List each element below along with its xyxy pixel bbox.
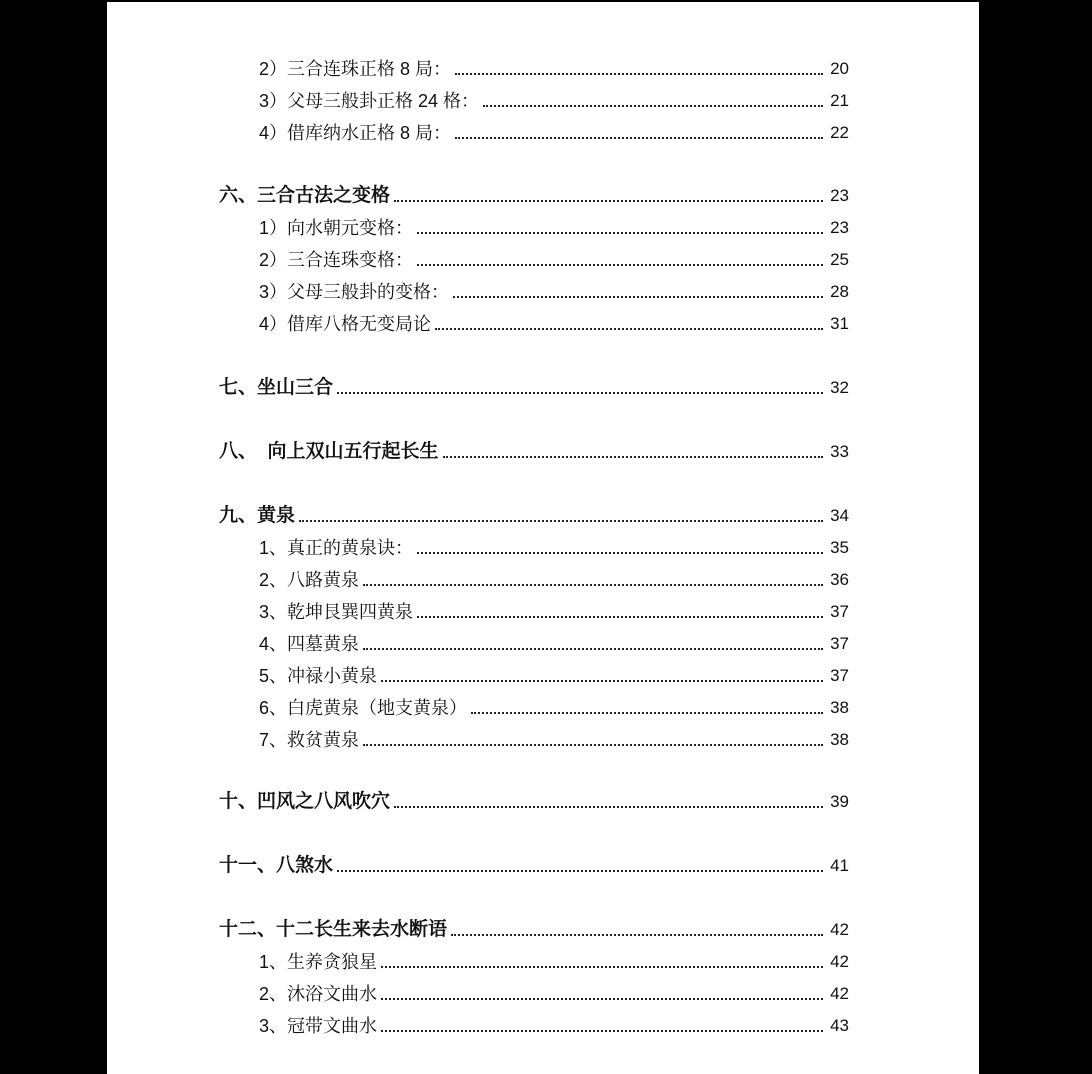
toc-page-number: 42 xyxy=(830,984,849,1003)
toc-page-number: 34 xyxy=(830,506,849,525)
toc-entry-title: 4）借库纳水正格 8 局： xyxy=(259,123,452,143)
dot-leader xyxy=(394,200,823,202)
toc-section-entry[interactable] xyxy=(107,84,979,112)
dot-leader xyxy=(451,934,823,936)
toc-section-entry[interactable] xyxy=(107,977,979,1005)
toc-chapter-entry[interactable] xyxy=(107,435,979,463)
toc-entry-title: 十二、十二长生来去水断语 xyxy=(219,919,448,940)
toc-page-number: 33 xyxy=(830,442,849,461)
toc-page-number: 41 xyxy=(830,856,849,875)
toc-page-number: 36 xyxy=(830,570,849,589)
toc-entry-title: 6、白虎黄泉（地支黄泉） xyxy=(259,698,468,718)
dot-leader xyxy=(363,744,823,746)
toc-section-entry[interactable] xyxy=(107,1009,979,1037)
toc-entry-title: 5、冲禄小黄泉 xyxy=(259,666,378,686)
toc-section-entry[interactable] xyxy=(107,243,979,271)
dot-leader xyxy=(443,456,823,458)
toc-entry-title: 3、乾坤艮巽四黄泉 xyxy=(259,602,414,622)
toc-chapter-entry[interactable] xyxy=(107,179,979,207)
dot-leader xyxy=(417,616,823,618)
toc-chapter-entry[interactable] xyxy=(107,499,979,527)
toc-entry-title: 八、 向上双山五行起长生 xyxy=(219,441,439,462)
dot-leader xyxy=(483,105,823,107)
toc-section-entry[interactable] xyxy=(107,723,979,751)
toc-page-number: 35 xyxy=(830,538,849,557)
toc-entry-title: 1、生养贪狼星 xyxy=(259,952,378,972)
toc-entry-title: 4、四墓黄泉 xyxy=(259,634,360,654)
dot-leader xyxy=(337,392,823,394)
dot-leader xyxy=(471,712,823,714)
toc-entry-title: 3）父母三般卦的变格： xyxy=(259,282,450,302)
toc-entry-title: 六、三合古法之变格 xyxy=(219,185,391,206)
toc-page-number: 31 xyxy=(830,314,849,333)
toc-section-entry[interactable] xyxy=(107,563,979,591)
dot-leader xyxy=(453,296,823,298)
toc-page-number: 37 xyxy=(830,634,849,653)
dot-leader xyxy=(381,998,823,1000)
toc-page-number: 42 xyxy=(830,920,849,939)
toc-section-entry[interactable] xyxy=(107,116,979,144)
toc-section-entry[interactable] xyxy=(107,52,979,80)
toc-page-number: 20 xyxy=(830,59,849,78)
toc-page-number: 23 xyxy=(830,186,849,205)
toc-entry-title: 3、冠带文曲水 xyxy=(259,1016,378,1036)
toc-entry-title: 2、沐浴文曲水 xyxy=(259,984,378,1004)
toc-page-number: 21 xyxy=(830,91,849,110)
toc-entry-title: 1）向水朝元变格： xyxy=(259,218,414,238)
toc-entry-title: 3）父母三般卦正格 24 格： xyxy=(259,91,480,111)
toc-entry-title: 2、八路黄泉 xyxy=(259,570,360,590)
toc-page-number: 28 xyxy=(830,282,849,301)
toc-page-number: 23 xyxy=(830,218,849,237)
toc-section-entry[interactable] xyxy=(107,627,979,655)
dot-leader xyxy=(381,680,823,682)
toc-entry-title: 2）三合连珠正格 8 局： xyxy=(259,59,452,79)
toc-chapter-entry[interactable] xyxy=(107,371,979,399)
dot-leader xyxy=(435,328,823,330)
dot-leader xyxy=(417,232,823,234)
toc-section-entry[interactable] xyxy=(107,945,979,973)
toc-page-number: 38 xyxy=(830,730,849,749)
toc-entry-title: 4）借库八格无变局论 xyxy=(259,314,432,334)
toc-page-number: 37 xyxy=(830,666,849,685)
toc-page-number: 37 xyxy=(830,602,849,621)
dot-leader xyxy=(363,584,823,586)
dot-leader xyxy=(417,264,823,266)
toc-page-number: 39 xyxy=(830,792,849,811)
toc-entry-title: 十一、八煞水 xyxy=(219,855,334,876)
dot-leader xyxy=(455,73,823,75)
toc-section-entry[interactable] xyxy=(107,307,979,335)
document-page xyxy=(107,2,979,1074)
toc-chapter-entry[interactable] xyxy=(107,785,979,813)
toc-section-entry[interactable] xyxy=(107,595,979,623)
dot-leader xyxy=(394,806,823,808)
dot-leader xyxy=(417,552,823,554)
dot-leader xyxy=(363,648,823,650)
toc-chapter-entry[interactable] xyxy=(107,913,979,941)
toc-section-entry[interactable] xyxy=(107,659,979,687)
dot-leader xyxy=(455,137,823,139)
toc-entry-title: 九、黄泉 xyxy=(219,505,296,526)
toc-section-entry[interactable] xyxy=(107,531,979,559)
table-of-contents xyxy=(107,2,979,1074)
toc-page-number: 32 xyxy=(830,378,849,397)
toc-section-entry[interactable] xyxy=(107,211,979,239)
dot-leader xyxy=(381,966,823,968)
toc-entry-title: 2）三合连珠变格： xyxy=(259,250,414,270)
toc-page-number: 42 xyxy=(830,952,849,971)
dot-leader xyxy=(381,1030,823,1032)
dot-leader xyxy=(337,870,823,872)
toc-entry-title: 7、救贫黄泉 xyxy=(259,730,360,750)
toc-page-number: 38 xyxy=(830,698,849,717)
toc-page-number: 43 xyxy=(830,1016,849,1035)
toc-section-entry[interactable] xyxy=(107,691,979,719)
toc-entry-title: 七、坐山三合 xyxy=(219,377,334,398)
toc-entry-title: 1、真正的黄泉诀： xyxy=(259,538,414,558)
dot-leader xyxy=(299,520,823,522)
toc-page-number: 22 xyxy=(830,123,849,142)
toc-chapter-entry[interactable] xyxy=(107,849,979,877)
toc-section-entry[interactable] xyxy=(107,275,979,303)
toc-entry-title: 十、凹风之八风吹穴 xyxy=(219,791,391,812)
toc-page-number: 25 xyxy=(830,250,849,269)
